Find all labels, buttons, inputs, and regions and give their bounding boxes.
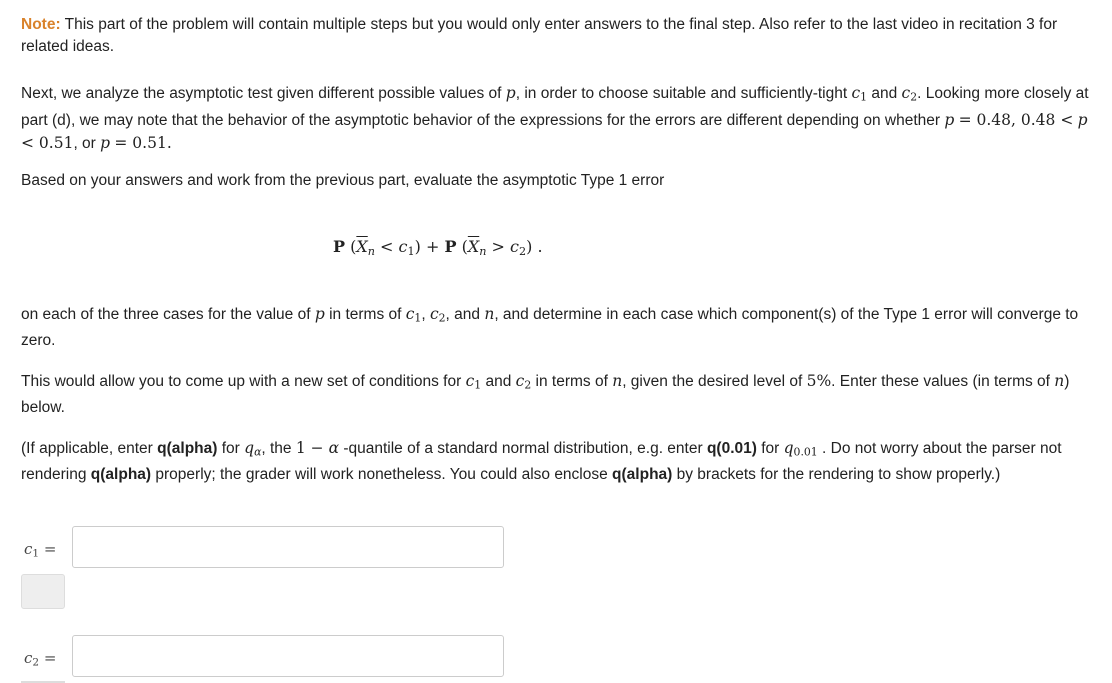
preview-button[interactable] xyxy=(21,574,65,609)
type1-error-formula: P $(\overline{X}_n < c_1) + P$ $(\overline{X}_n > c_2)$ . xyxy=(333,237,543,258)
note-label: Note: xyxy=(21,16,61,33)
cases-evaluation-paragraph: on each of the three cases for the value of p in terms of $c_1$, $c_2$, and n, and determine in each case which component(s) of the Type 1 error will converge to zero. xyxy=(21,305,1079,349)
qalpha-hint-paragraph: (If applicable, enter q(alpha) for $q_\alpha$, the 1 − α -quantile of a standard normal distribution, e.g. enter q(0.01) for $q_{0.01}$ . Do not worry about the parser not rendering q(alpha) properly; the grader will work nonetheless. You could also enclose q(alpha) by brackets for the rendering to show properly.) xyxy=(21,439,1062,483)
c1-answer-input[interactable] xyxy=(72,526,504,568)
note-text: This part of the problem will contain multiple steps but you would only enter answers to the final step. Also refer to the last video in recitation 3 for related ideas. xyxy=(21,16,1058,55)
conditions-paragraph: This would allow you to come up with a new set of conditions for $c_1$ and $c_2$ in terms of n, given the desired level of 5%. Enter these values (in terms of n) below. xyxy=(21,372,1070,416)
note-paragraph xyxy=(21,14,1101,58)
c2-answer-input[interactable] xyxy=(72,635,504,677)
instruction-paragraph: Based on your answers and work from the previous part, evaluate the asymptotic Type 1 error xyxy=(21,172,665,189)
cases-paragraph: Next, we analyze the asymptotic test given different possible values of p, in order to choose suitable and sufficiently-tight $c_1$ and $c_2$. Looking more closely at part (d), we may note that the behavior of the asymptotic behavior of the expressions for the errors are different depending on whether p = 0.48, 0.48 < p < 0.51, or p = 0.51. xyxy=(21,84,1089,152)
c2-label: $c_2$ = xyxy=(24,649,57,669)
c1-label: $c_1$ = xyxy=(24,540,57,560)
